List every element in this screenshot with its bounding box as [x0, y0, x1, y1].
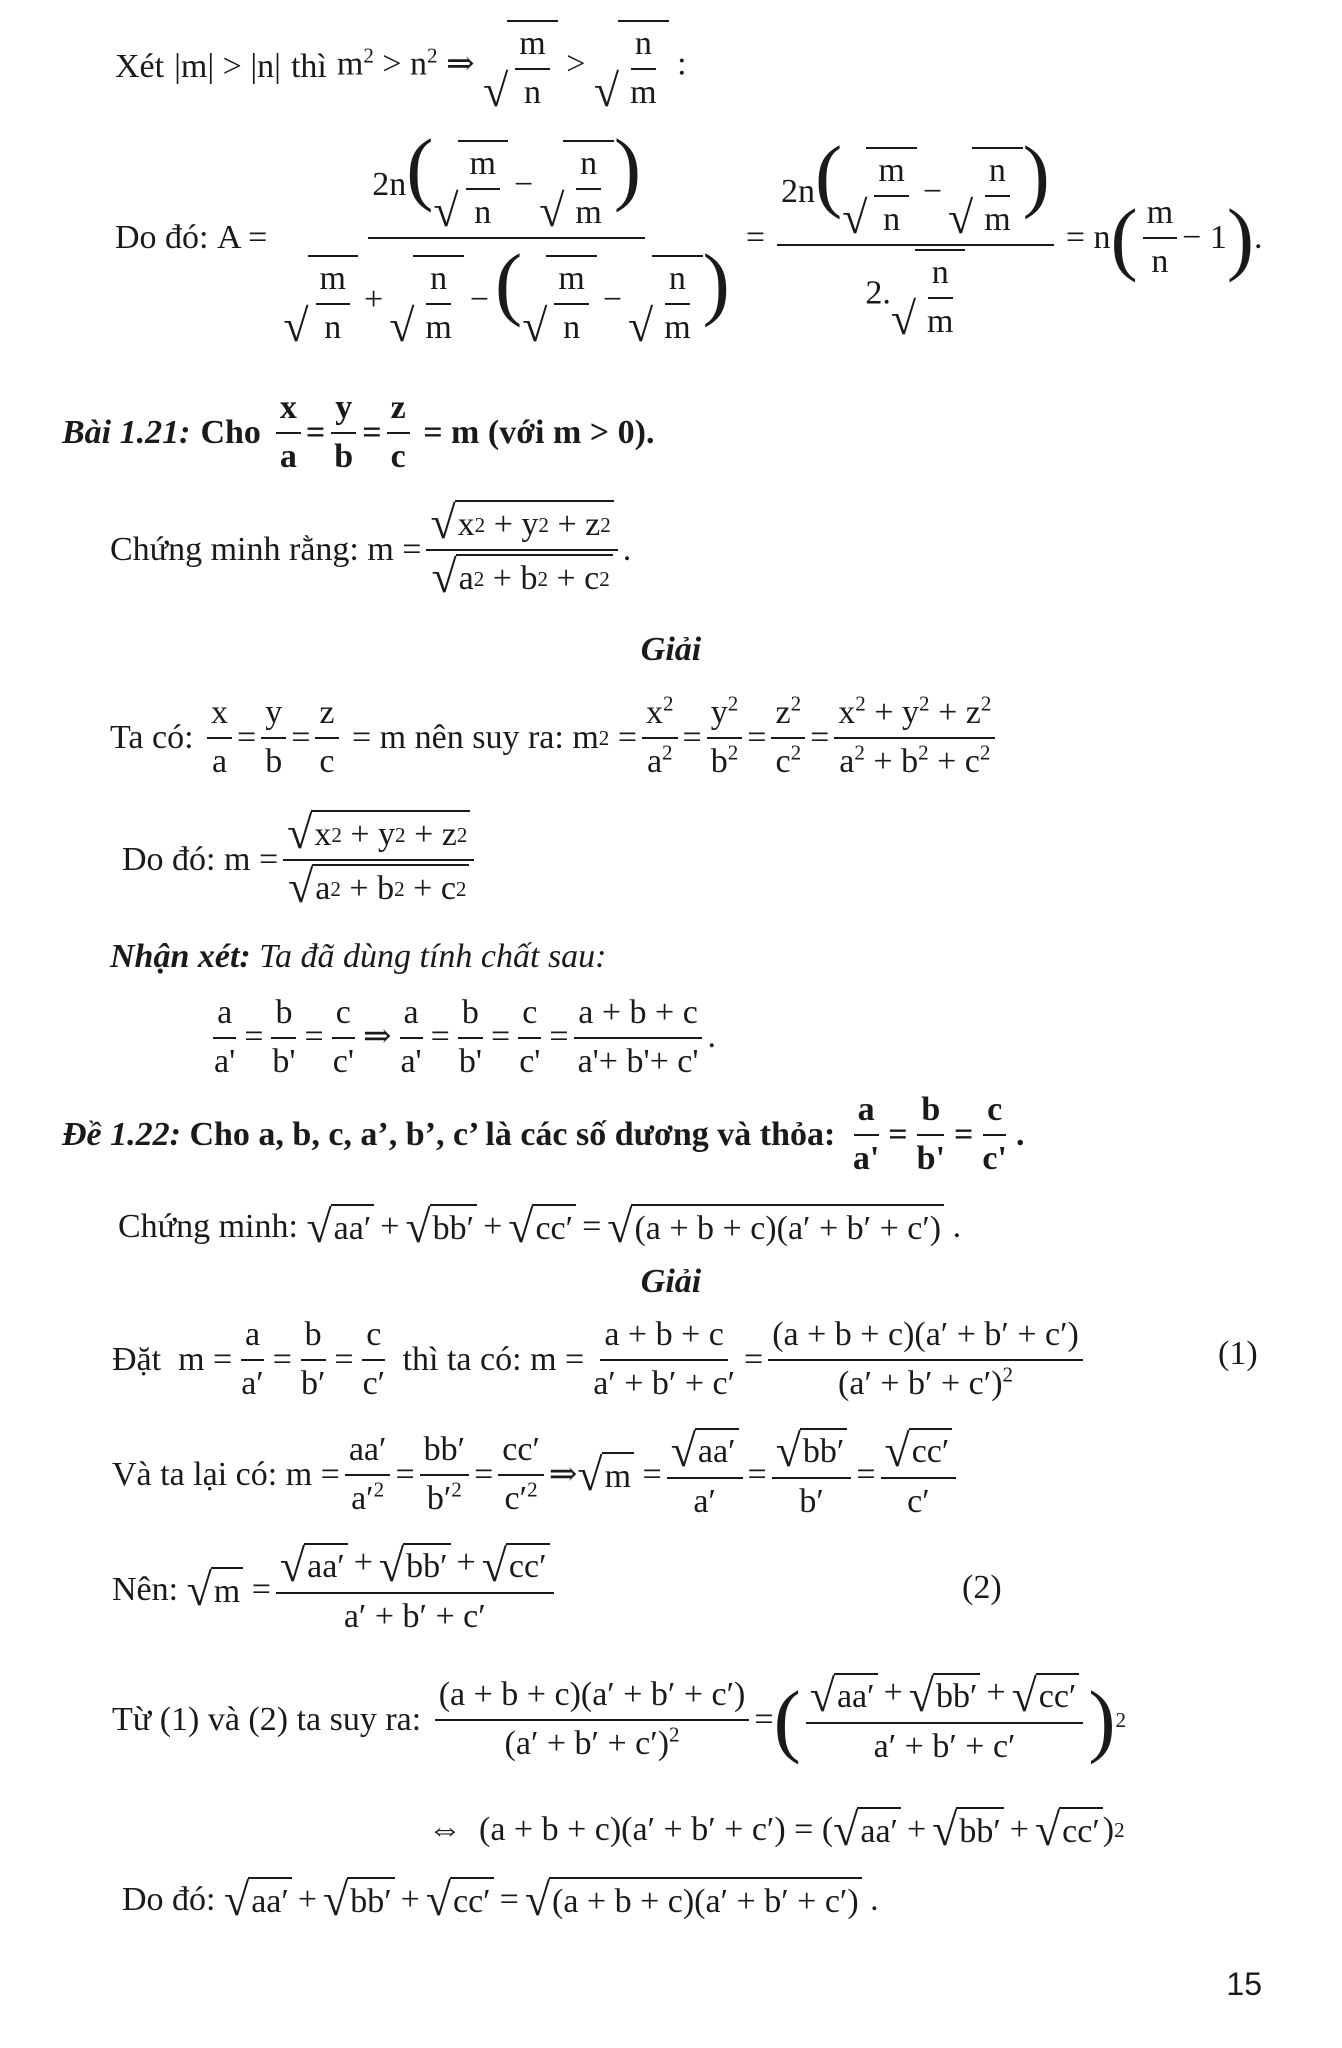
- math-nen: √ m = √ aa′ + √ bb′ + √ cc′ a′ + b′ + c′: [187, 1543, 559, 1638]
- va-ta-lai-co-label: Và ta lại có:: [112, 1455, 278, 1493]
- bai-121-label: Bài 1.21:: [62, 413, 191, 451]
- math-abs: |m| > |n|: [174, 47, 281, 85]
- line-tu-1-2: [112, 1655, 1126, 1785]
- xet-prefix: Xét: [115, 47, 165, 85]
- line-do-do-3: [122, 1870, 879, 1930]
- math-chung-minh-1: m = √ x 2 + y 2 + z 2 √ a 2 + b 2 + c 2 .: [367, 497, 632, 602]
- nhan-xet-text: Ta đã dùng tính chất sau:: [259, 937, 607, 975]
- do-do-label-2: Do đó:: [122, 840, 216, 878]
- line-nhan-xet: [110, 932, 607, 982]
- chung-minh-label-1: Chứng minh rằng:: [110, 530, 359, 568]
- thi-ta-co: thì ta có:: [402, 1340, 522, 1378]
- line-nen: [112, 1540, 559, 1640]
- nen-suy-ra: nên suy ra:: [414, 718, 564, 756]
- math-do-do-2: m = √ x 2 + y 2 + z 2 √ a 2 + b 2 + c 2: [224, 810, 479, 910]
- giai-heading-1: Giải: [640, 631, 702, 668]
- line-ta-co: [110, 688, 1000, 788]
- line-do-do-1: [115, 118, 1263, 358]
- line-bai-121: [62, 388, 655, 478]
- math-xet: $m^2 > n^2$ ⇒ √ $\frac{m}{n}$ > √ $\frac{n}{m}$ :: [337, 20, 687, 114]
- equation-number-1: (1): [1218, 1335, 1258, 1372]
- math-ta-co: $\frac{x}{a}$ = $\frac{y}{b}$ = $\frac{z}{c}$ = m: [202, 693, 406, 783]
- dat-label: Đặt: [112, 1340, 162, 1378]
- page-number: 15: [1226, 1966, 1262, 2002]
- de-122-text: Cho a, b, c, a’, b’, c’ là các số dương và thỏa:: [189, 1115, 836, 1153]
- line-xet: [115, 22, 687, 116]
- line-va-ta-lai-co: [112, 1425, 961, 1525]
- math-equiv: ⇔ (a + b + c)(a′ + b′ + c′) = ( √ aa′ + √ bb′ + √ cc′ ) 2: [428, 1804, 1125, 1856]
- math-do-do-3: √ aa′ + √ bb′ + √ cc′ = √ (a + b + c)(a′ + b′ + c′) .: [224, 1874, 879, 1926]
- bai-121-cond: = m (với m > 0).: [423, 413, 655, 451]
- line-dat: [112, 1310, 1088, 1410]
- line-property: [205, 990, 716, 1085]
- math-ta-co-2: m 2 = $\frac{x^2}{a^2}$ = $\frac{y^2}{b^2}$ = $\frac{z^2}{c^2}$ = $\frac{x^2 + y^2 + z^2}{a^2 + b^2 + c^2}$: [572, 693, 1000, 783]
- math-property: $\frac{a}{a'}$ = $\frac{b}{b'}$ = $\frac{c}{c'}$ ⇒ $\frac{a}{a'}$ = $\frac{b}{b'}$ = $\frac{c}{c'}$ = $\frac{a + b + c}{a'+ b'+ c'}$ .: [214, 993, 717, 1080]
- math-chung-minh-2: √ aa′ + √ bb′ + √ cc′ = √ (a + b + c)(a′ + b′ + c′) .: [306, 1201, 962, 1253]
- math-dat-2: m = $\frac{a + b + c}{a' + b' + c'}$ = $\frac{(a + b + c)(a' + b' + c')}{(a' + b' + c')^2}$: [530, 1315, 1088, 1405]
- nen-label: Nên:: [112, 1570, 179, 1608]
- bai-121-cho: Cho: [200, 413, 261, 451]
- giai-heading-2: Giải: [640, 1263, 702, 1300]
- tu-1-2-label: Từ (1) và (2) ta suy ra:: [112, 1700, 422, 1738]
- line-equiv: [428, 1800, 1125, 1860]
- math-de-122: $\frac{a}{a'}$ = $\frac{b}{b'}$ = $\frac{c}{c'}$ .: [852, 1091, 1025, 1177]
- math-va-ta-lai-co: m = $\frac{aa'}{a'^2}$ = $\frac{bb'}{b'^2}$ = $\frac{cc'}{c'^2}$ ⇒ √ m = √ aa′ a′ = √ bb′ b′ = √ cc′ c′: [286, 1428, 962, 1523]
- chung-minh-label-2: Chứng minh:: [118, 1207, 298, 1245]
- equation-number-2: (2): [962, 1569, 1002, 1606]
- math-tu-1-2: $\frac{(a + b + c)(a' + b' + c')}{(a' + b' + c')^2}$ = ( √ aa′ + √ bb′ + √ cc′ a′ + b′ + c′ ) 2: [430, 1673, 1126, 1768]
- de-122-label: Đề 1.22:: [62, 1115, 181, 1153]
- line-chung-minh-1: [110, 495, 631, 605]
- ta-co-label: Ta có:: [110, 718, 194, 756]
- xet-mid: thì: [290, 47, 327, 85]
- math-A: A = 2n( √ $\frac{m}{n}$ − √ $\frac{n}{m}$ ) √ $\frac{m}{n}$ + √ $\frac{n}{m}$ −( √ $\frac{m}{n}$ − √ $\frac{n}{m}$ ) = 2n( √ $\frac{m}{n}$ − √ $\frac{n}{m}$ ) 2. √ $\frac{n}{m}$ = n ( $\frac{m}{n}$ − 1 ) .: [217, 122, 1263, 352]
- line-chung-minh-2: [118, 1196, 961, 1258]
- math-dat: m = $\frac{a}{a'}$ = $\frac{b}{b'}$ = $\frac{c}{c'}$: [178, 1316, 386, 1402]
- line-de-122: [62, 1085, 1024, 1185]
- nhan-xet-label: Nhận xét:: [110, 937, 251, 975]
- line-do-do-2: [122, 805, 479, 915]
- do-do-label-3: Do đó:: [122, 1880, 216, 1918]
- do-do-label-1: Do đó:: [115, 218, 209, 256]
- math-bai-121: $\frac{x}{a}$ = $\frac{y}{b}$ = $\frac{z}{c}$: [271, 388, 415, 478]
